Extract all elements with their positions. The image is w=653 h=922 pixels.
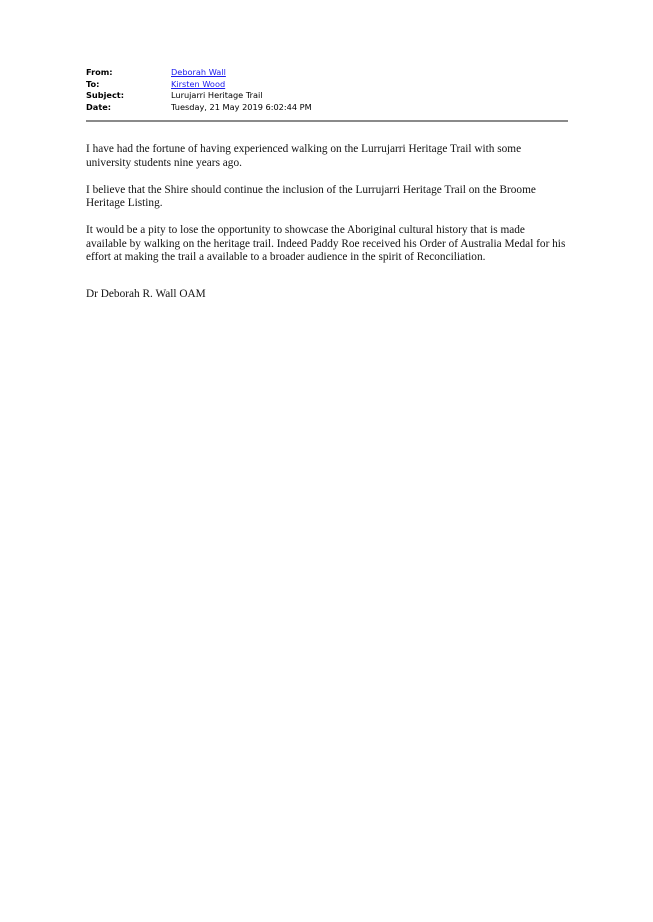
subject-row — [86, 90, 568, 102]
subject-value: Lurujarri Heritage Trail — [171, 90, 263, 100]
to-row — [86, 79, 568, 91]
date-row — [86, 102, 568, 114]
email-header — [86, 67, 568, 113]
to-label: To: — [86, 78, 100, 89]
email-body — [86, 143, 566, 278]
to-link[interactable]: Kirsten Wood — [171, 78, 226, 89]
from-row — [86, 67, 568, 79]
date-label: Date: — [86, 101, 112, 112]
body-paragraph: I believe that the Shire should continue the inclusion of the Lurrujarri Heritage Trail on the Broome Heritage Listing. — [86, 183, 536, 210]
header-divider — [86, 120, 568, 122]
signature: Dr Deborah R. Wall OAM — [86, 288, 206, 300]
from-link[interactable]: Deborah Wall — [171, 67, 226, 77]
body-paragraph: It would be a pity to lose the opportunity to showcase the Aboriginal cultural history that is made available by walking on the heritage trail. Indeed Paddy Roe received his Order of Australia Medal for his effort at making the trail a available to a broader audience in the spirit of Reconciliation. — [86, 224, 566, 264]
body-paragraph: I have had the fortune of having experienced walking on the Lurrujarri Heritage Trail with some university students nine years ago. — [86, 143, 522, 169]
date-value: Tuesday, 21 May 2019 6:02:44 PM — [171, 101, 312, 112]
subject-label: Subject: — [86, 90, 124, 100]
from-label: From: — [86, 67, 113, 77]
